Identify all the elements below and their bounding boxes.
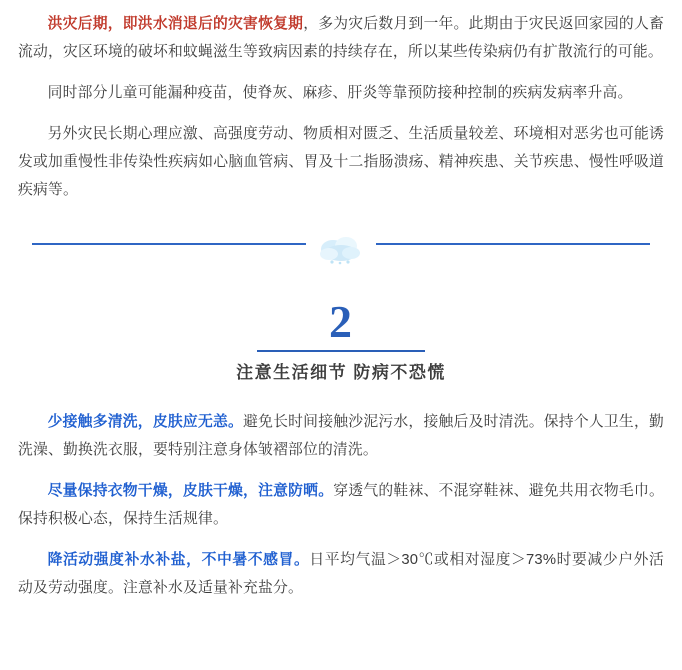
section-title: 注意生活细节 防病不恐慌 — [236, 363, 446, 382]
tip-item-1 — [18, 408, 664, 464]
paragraph-1-highlight: 洪灾后期，即洪水消退后的灾害恢复期 — [47, 16, 304, 32]
tip-spacer — [18, 464, 664, 477]
tip-1-text: 避免长时间接触沙泥污水，接触后及时清洗。保持个人卫生，勤洗澡、勤换洗衣服，要特别注意身体皱褶部位的清洗。 — [18, 414, 664, 458]
tip-spacer — [18, 533, 664, 546]
tip-2-text: 穿透气的鞋袜、不混穿鞋袜、避免共用衣物毛巾。保持积极心态，保持生活规律。 — [18, 483, 664, 527]
tip-2-highlight: 尽量保持衣物干燥，皮肤干燥，注意防晒。 — [47, 483, 334, 499]
tip-3-text: 日平均气温＞30℃或相对湿度＞73%时要减少户外活动及劳动强度。注意补水及适量补充盐分。 — [18, 552, 665, 596]
section-number: 2 — [329, 296, 353, 347]
paragraph-spacer — [18, 66, 664, 79]
section-heading — [18, 298, 664, 386]
tip-3-highlight: 降活动强度补水补盐，不中暑不感冒。 — [47, 552, 310, 568]
paragraph-spacer — [18, 107, 664, 120]
paragraph-1 — [18, 10, 664, 66]
section-rule — [257, 350, 425, 352]
paragraph-1-text: ，多为灾后数月到一年。此期由于灾民返回家园的人畜流动，灾区环境的破坏和蚊蝇滋生等致病因素的持续存在，所以某些传染病仍有扩散流行的可能。 — [18, 16, 664, 60]
tips-list — [18, 408, 664, 602]
paragraph-3 — [18, 120, 664, 204]
tip-item-2 — [18, 477, 664, 533]
paragraph-2-text: 同时部分儿童可能漏种疫苗，使脊灰、麻疹、肝炎等靠预防接种控制的疾病发病率升高。 — [47, 85, 633, 101]
tip-1-highlight: 少接触多清洗，皮肤应无恙。 — [47, 414, 244, 430]
tip-item-3 — [18, 546, 664, 602]
paragraph-2 — [18, 79, 664, 107]
cloud-icon — [306, 230, 376, 270]
paragraph-3-text: 另外灾民长期心理应激、高强度劳动、物质相对匮乏、生活质量较差、环境相对恶劣也可能诱发或加重慢性非传染性疾病如心脑血管病、胃及十二指肠溃疡、精神疾患、关节疾患、慢性呼吸道疾病等。 — [18, 126, 664, 198]
section-divider — [18, 230, 664, 276]
